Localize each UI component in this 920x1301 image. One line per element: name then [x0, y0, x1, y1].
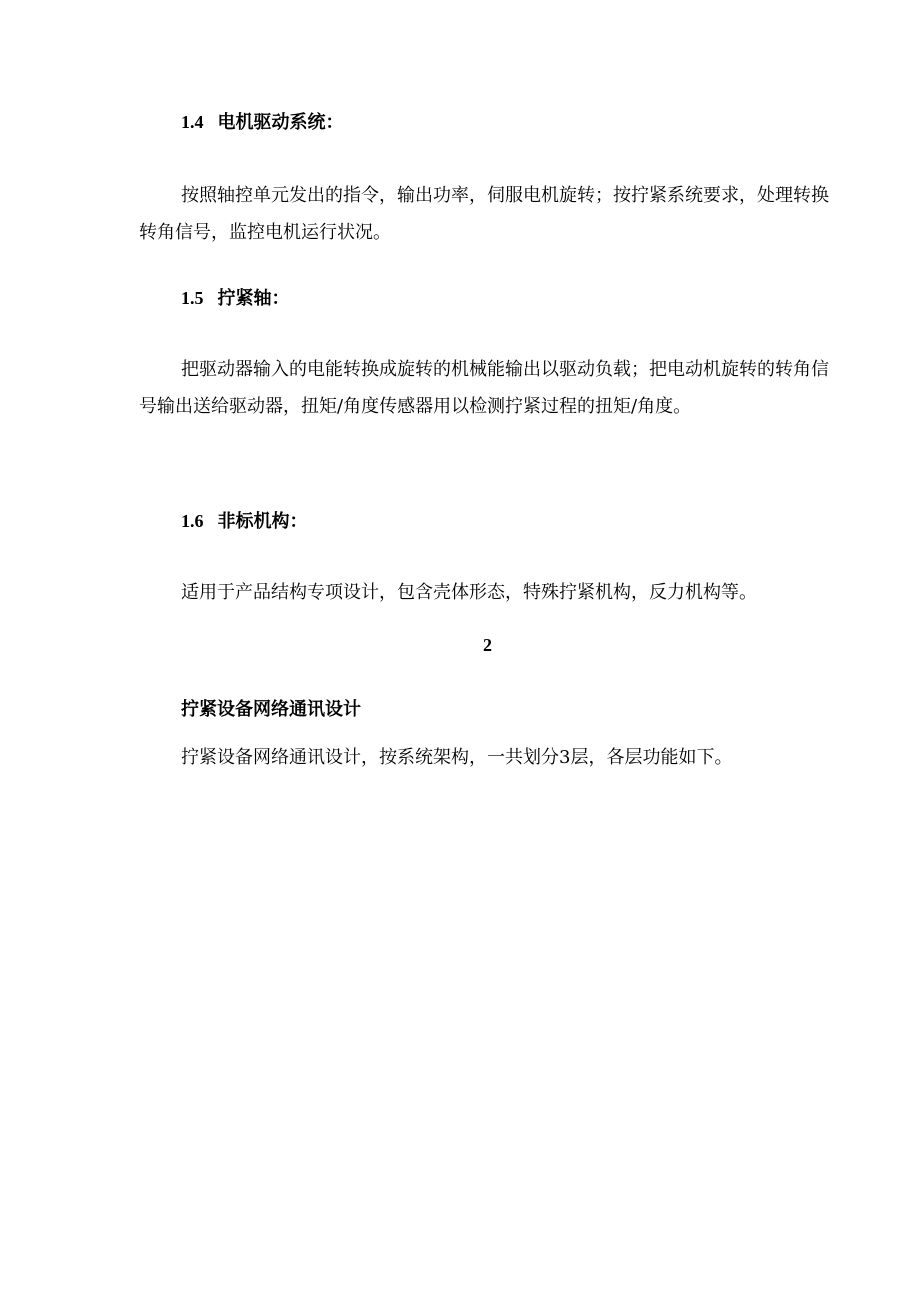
section-heading-1-6: [181, 509, 308, 534]
section-body-1-4: 按照轴控单元发出的指令，输出功率，伺服电机旋转；按拧紧系统要求，处理转换转角信号，监控电机运行状况。: [139, 185, 829, 243]
chapter-number: 2: [483, 635, 492, 655]
section-number: 1.6: [181, 511, 204, 531]
chapter-body: 拧紧设备网络通讯设计，按系统架构，一共划分3层，各层功能如下。: [181, 747, 733, 768]
section-heading-1-4: [181, 110, 344, 135]
section-title: 电机驱动系统：: [217, 112, 344, 133]
section-body-1-5: 把驱动器输入的电能转换成旋转的机械能输出以驱动负载；把电动机旋转的转角信号输出送给驱动器，扭矩/角度传感器用以检测拧紧过程的扭矩/角度。: [139, 359, 829, 417]
section-number: 1.5: [181, 288, 204, 308]
section-heading-1-5: [181, 286, 290, 311]
chapter-title: 拧紧设备网络通讯设计: [181, 699, 361, 720]
section-title: 拧紧轴：: [217, 288, 290, 309]
section-number: 1.4: [181, 112, 204, 132]
section-body-1-6: 适用于产品结构专项设计，包含壳体形态，特殊拧紧机构，反力机构等。: [181, 582, 757, 603]
section-title: 非标机构：: [217, 511, 308, 532]
